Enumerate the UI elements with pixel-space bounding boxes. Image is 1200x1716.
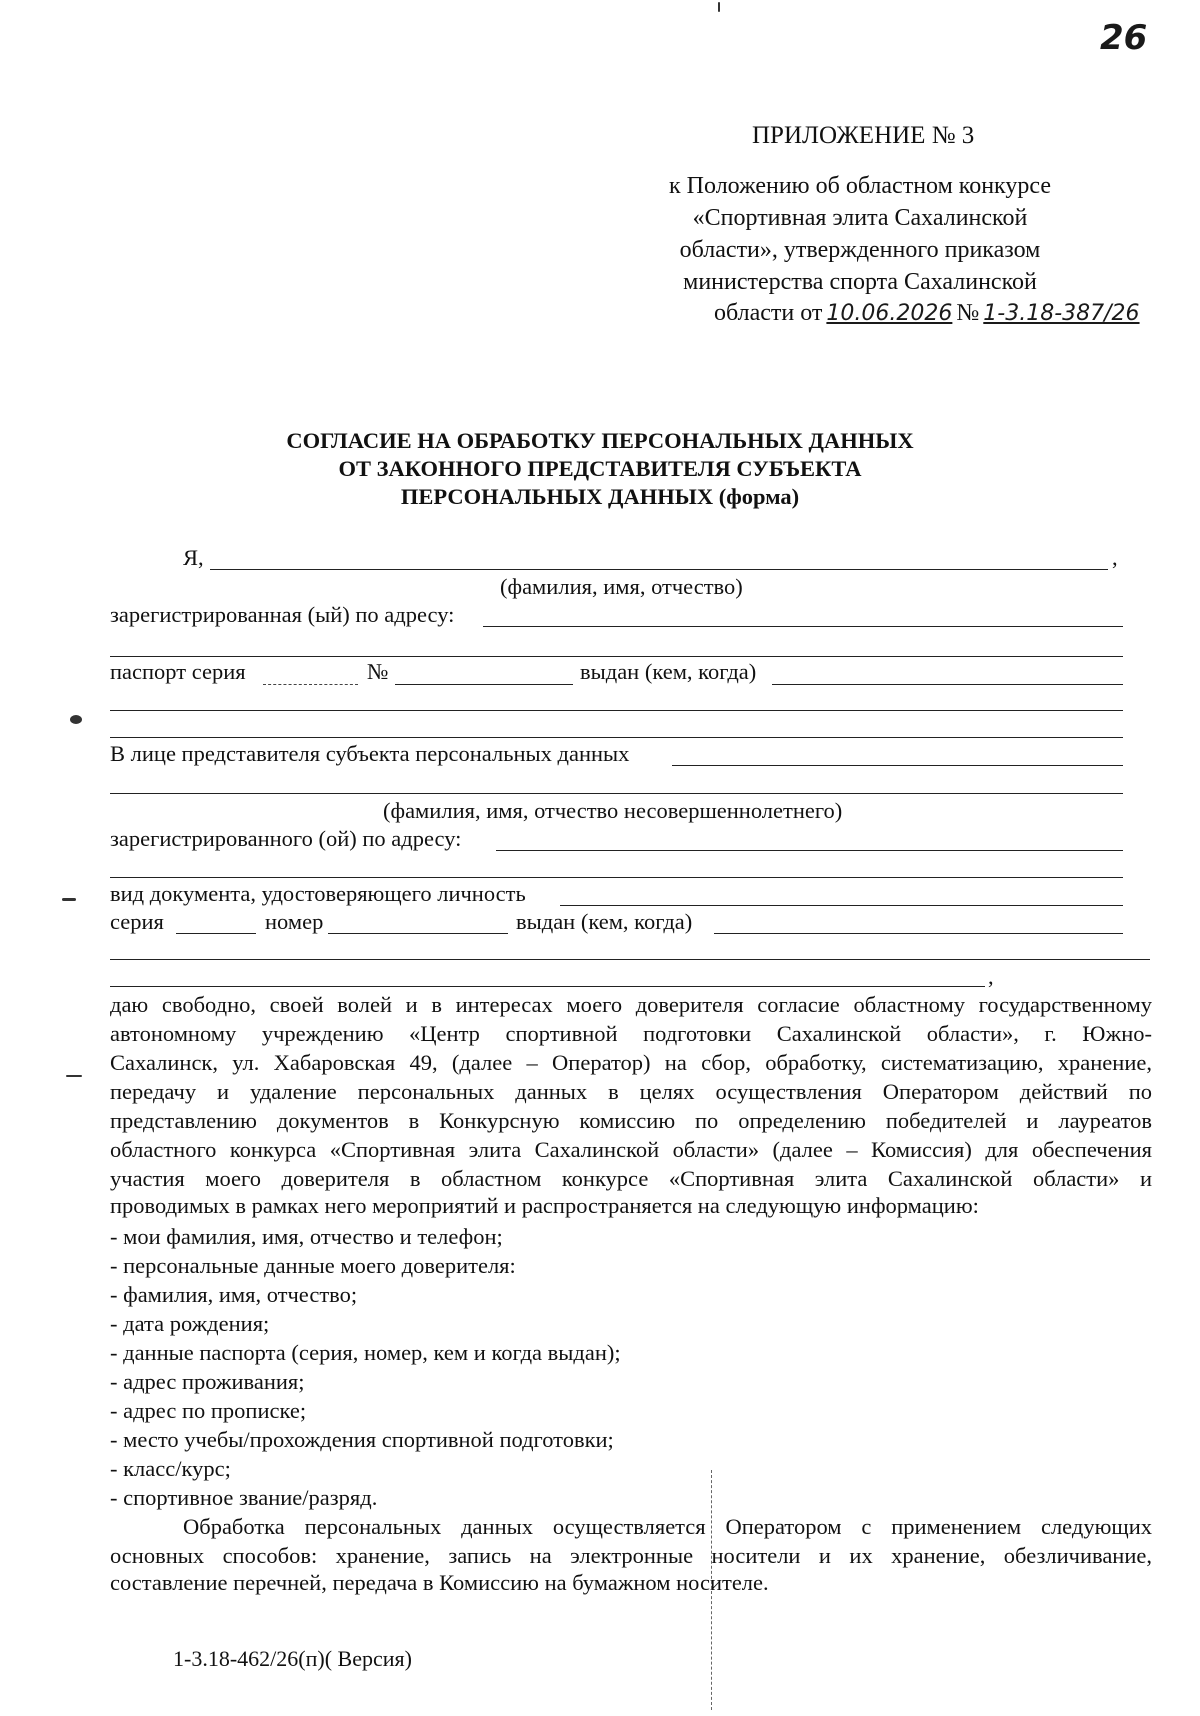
registered-label: зарегистрированная (ый) по адресу: — [110, 602, 455, 627]
appendix-line: министерства спорта Сахалинской — [683, 269, 1037, 295]
heading-line-2: ОТ ЗАКОННОГО ПРЕДСТАВИТЕЛЯ СУБЪЕКТА — [338, 456, 862, 481]
list-item: - дата рождения; — [110, 1311, 270, 1336]
list-item: - мои фамилия, имя, отчество и телефон; — [110, 1224, 503, 1249]
scan-speck — [718, 2, 720, 12]
representative-field-line — [672, 765, 1123, 766]
handwritten-order-number: 1-3.18-387/26 — [983, 301, 1140, 326]
issued2-field-line-2 — [110, 959, 1150, 960]
heading-line-1: СОГЛАСИЕ НА ОБРАБОТКУ ПЕРСОНАЛЬНЫХ ДАННЫХ — [286, 428, 914, 453]
list-item: - место учебы/прохождения спортивной подготовки; — [110, 1427, 614, 1452]
body-line: автономному учреждению «Центр спортивной подготовки Сахалинской области», г. Южно- — [110, 1021, 1152, 1046]
address-field-line-2 — [110, 656, 1123, 657]
scan-fold-mark — [711, 1470, 712, 1710]
body-line: участия моего доверителя в областном конкурсе «Спортивная элита Сахалинской области» и — [110, 1166, 1152, 1191]
address2-field-line-2 — [110, 877, 1123, 878]
date-prefix: области от — [714, 300, 823, 326]
appendix-line: области», утвержденного приказом — [679, 237, 1041, 263]
series-field-line — [176, 933, 256, 934]
processing-line: Обработка персональных данных осуществляется Оператором с применением следующих — [183, 1514, 1152, 1539]
list-item: - адрес проживания; — [110, 1369, 305, 1394]
registered2-label: зарегистрированного (ой) по адресу: — [110, 826, 462, 851]
heading-line-3: ПЕРСОНАЛЬНЫХ ДАННЫХ (форма) — [400, 484, 800, 509]
issued2-field-line — [714, 933, 1123, 934]
issued2-label: выдан (кем, когда) — [516, 909, 693, 934]
list-item: - класс/курс; — [110, 1456, 231, 1481]
passport-extra-line-1 — [110, 710, 1123, 711]
passport-series-field — [263, 684, 358, 685]
appendix-lines — [600, 170, 1120, 298]
processing-line: составление перечней, передача в Комиссию на бумажном носителе. — [110, 1570, 769, 1595]
list-item: - персональные данные моего доверителя: — [110, 1253, 516, 1278]
issued-label: выдан (кем, когда) — [580, 659, 757, 684]
body-line: передачу и удаление персональных данных в целях осуществления Оператором действий по — [110, 1079, 1152, 1104]
comma: , — [1112, 545, 1118, 570]
page-number: 26 — [1100, 18, 1148, 58]
issued2-field-line-3 — [110, 986, 985, 987]
passport-extra-line-2 — [110, 737, 1123, 738]
number-sign: № — [956, 300, 980, 326]
address2-field-line — [496, 850, 1123, 851]
end-comma: , — [988, 964, 994, 989]
scan-speck — [66, 1075, 82, 1077]
address-field-line — [483, 626, 1123, 627]
issued-field-line — [772, 684, 1123, 685]
appendix-title: ПРИЛОЖЕНИЕ № 3 — [752, 122, 975, 149]
body-line: проводимых в рамках него мероприятий и распространяется на следующую информацию: — [110, 1193, 979, 1218]
representative-field-line-2 — [110, 793, 1123, 794]
scan-speck — [70, 715, 82, 724]
list-item: - адрес по прописке; — [110, 1398, 307, 1423]
appendix-line: «Спортивная элита Сахалинской — [692, 205, 1028, 231]
i-label: Я, — [183, 545, 204, 570]
fio-caption: (фамилия, имя, отчество) — [500, 574, 743, 599]
list-item: - данные паспорта (серия, номер, кем и когда выдан); — [110, 1340, 621, 1365]
number-label: номер — [265, 909, 324, 934]
appendix-line: к Положению об областном конкурсе — [669, 173, 1051, 199]
list-item: - спортивное звание/разряд. — [110, 1485, 378, 1510]
list-item: - фамилия, имя, отчество; — [110, 1282, 358, 1307]
scan-speck — [62, 898, 76, 901]
doc-type-label: вид документа, удостоверяющего личность — [110, 881, 526, 906]
footer-code: 1-3.18-462/26(п)( Версия) — [173, 1646, 412, 1671]
doc-type-field-line — [560, 905, 1123, 906]
passport-series-label: паспорт серия — [110, 659, 246, 684]
body-line: Сахалинск, ул. Хабаровская 49, (далее – Оператор) на сбор, обработку, систематизацию, хранение, — [110, 1050, 1152, 1075]
body-line: даю свободно, своей волей и в интересах моего доверителя согласие областному государственному — [110, 992, 1152, 1017]
passport-number-sign: № — [367, 659, 389, 684]
passport-number-field — [395, 684, 573, 685]
series-label: серия — [110, 909, 164, 934]
body-line: представлению документов в Конкурсную комиссию по определению победителей и лауреатов — [110, 1108, 1152, 1133]
number-field-line — [328, 933, 508, 934]
minor-fio-caption: (фамилия, имя, отчество несовершеннолетнего) — [383, 798, 843, 823]
appendix-date-line — [714, 300, 1140, 327]
body-line: областного конкурса «Спортивная элита Сахалинской области» (далее – Комиссия) для обеспечения — [110, 1137, 1152, 1162]
fio-field-line — [210, 569, 1108, 570]
handwritten-date: 10.06.2026 — [826, 301, 953, 326]
representative-label: В лице представителя субъекта персональных данных — [110, 741, 630, 766]
processing-line: основных способов: хранение, запись на электронные носители и их хранение, обезличивание, — [110, 1543, 1152, 1568]
info-list — [110, 1222, 621, 1512]
